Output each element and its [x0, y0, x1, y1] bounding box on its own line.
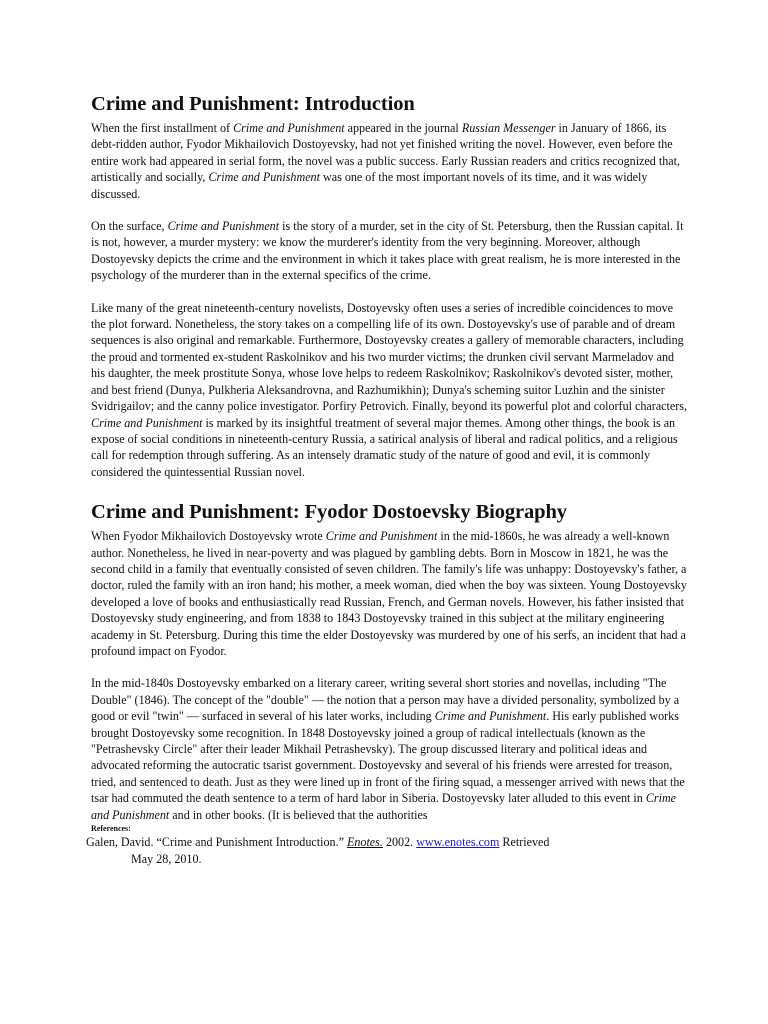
intro-heading: Crime and Punishment: Introduction	[91, 93, 415, 115]
text-run: appeared in the journal	[344, 121, 462, 135]
text-run: Like many of the great nineteenth-century novelists, Dostoyevsky often uses a series of incredible coincidences to move the plot forward. Nonetheless, the story takes on a compelling life of its own. Dostoyevsky's use of parable and of dream sequences is also original and remarkable. Furthermore, Dostoyevsky creates a gallery of memorable characters, including the proud and tormented ex-student Raskolnikov and his two murder victims; the drunken civil servant Marmeladov and his daughter, the meek prostitute Sonya, whose love helps to redeem Raskolnikov; Raskolnikov's devoted sister, mother, and best friend (Dunya, Pulkheria Aleksandrovna, and Razhumikhin); Dunya's scheming suitor Luzhin and the sinister Svidrigailov; and the canny police investigator. Porfiry Petrovich. Finally, beyond its powerful plot and colorful characters,	[91, 300, 688, 414]
text-run: . His early published works brought Dostoyevsky some recognition. In 1848 Dostoyevsky joined a group of radical intellectuals (known as the "Petrashevsky Circle" after their leader Mikhail Petrashevsky). The group discussed literary and political ideas and advocated reforming the autocratic tsarist government. Dostoyevsky and several of his friends were arrested for treason, tried, and sentenced to death. Just as they were lined up in front of the firing squad, a messenger arrived with news that the tsar had commuted the death sentence to a term of hard labor in Siberia. Dostoyevsky later alluded to this event in	[91, 709, 685, 806]
text-run: was one of the most important novels of its time, and it was widely discussed.	[91, 170, 648, 201]
text-run: On the surface,	[91, 219, 168, 234]
text-run: in January of 1866, its debt-ridden author, Fyodor Mikhailovich Dostoyevsky, had not yet finished writing the novel. However, even before the entire work had appeared in serial form, the novel was a public success. Early Russian readers and critics recognized that, artistically and socially,	[91, 121, 681, 185]
text-run: When the first installment of	[91, 121, 234, 135]
reference-author: Galen, David. “Crime and Punishment Introduction.”	[86, 835, 347, 850]
text-run: is the story of a murder, set in the city of St. Petersburg, then the Russian capital. It is not, however, a murder mystery: we know the murderer's identity from the very beginning. Moreover, although Dostoyevsky depicts the crime and the environment in which it takes place with great realism, he is more interested in the psychology of the murderer than in the external specifics of the crime.	[91, 219, 684, 283]
biography-paragraph-1	[91, 528, 688, 659]
italic-title-run: Crime and Punishment	[434, 709, 547, 724]
reference-date: May 28, 2010.	[131, 852, 202, 867]
reference-source[interactable]: Enotes.	[346, 835, 383, 850]
italic-title-run: Crime and Punishment	[208, 170, 320, 185]
text-run: When Fyodor Mikhailovich Dostoyevsky wrote	[91, 529, 326, 544]
reference-year: 2002.	[382, 835, 417, 850]
text-run: in the mid-1860s, he was already a well-known author. Nonetheless, he lived in near-poverty and was plagued by gambling debts. Born in Moscow in 1821, he was the second child in a family that eventually consisted of seven children. The family's life was unhappy: Dostoyevsky's father, a doctor, ruled the family with an iron hand; his mother, a meek woman, died when the boy was sixteen. Young Dostoyevsky developed a love of books and enthusiastically read Russian, French, and German novels. However, his father insisted that Dostoyevsky study engineering, and from 1838 to 1843 Dostoyevsky trained in this subject at the military engineering academy in St. Petersburg. During this time the elder Dostoyevsky was murdered by one of his serfs, an incident that had a profound impact on Fyodor.	[91, 529, 687, 658]
reference-url-link[interactable]: www.enotes.com	[416, 835, 500, 850]
biography-paragraph-2	[91, 675, 688, 823]
intro-paragraph-1	[91, 120, 688, 202]
intro-paragraph-3	[91, 300, 688, 480]
text-run: In the mid-1840s Dostoyevsky embarked on a literary career, writing several short stories and novellas, including "The Double" (1846). The concept of the "double" — the notion that a person may have a divided personality, symbolized by a good or evil "twin" — surfaced in several of his later works, including	[91, 676, 680, 724]
italic-title-run: Crime and Punishment	[91, 415, 203, 430]
reference-entry	[86, 834, 688, 868]
italic-title-run: Russian Messenger	[461, 121, 556, 135]
references-label: References:	[91, 824, 131, 834]
text-run: is marked by its insightful treatment of several major themes. Among other things, the book is an expose of social conditions in nineteenth-century Russia, a satirical analysis of liberal and radical politics, and a religious call for redemption through suffering. As an intensely dramatic study of the nature of good and evil, it is commonly considered the quintessential Russian novel.	[91, 415, 678, 479]
italic-title-run: Crime and Punishment	[167, 219, 280, 234]
reference-retrieved: Retrieved	[499, 835, 550, 850]
italic-title-run: Crime and Punishment	[325, 529, 438, 544]
biography-heading: Crime and Punishment: Fyodor Dostoevsky Biography	[91, 501, 567, 524]
intro-paragraph-2	[91, 218, 688, 284]
italic-title-run: Crime and Punishment	[91, 791, 677, 822]
text-run: and in other books. (It is believed that the authorities	[169, 807, 428, 822]
italic-title-run: Crime and Punishment	[233, 121, 345, 135]
